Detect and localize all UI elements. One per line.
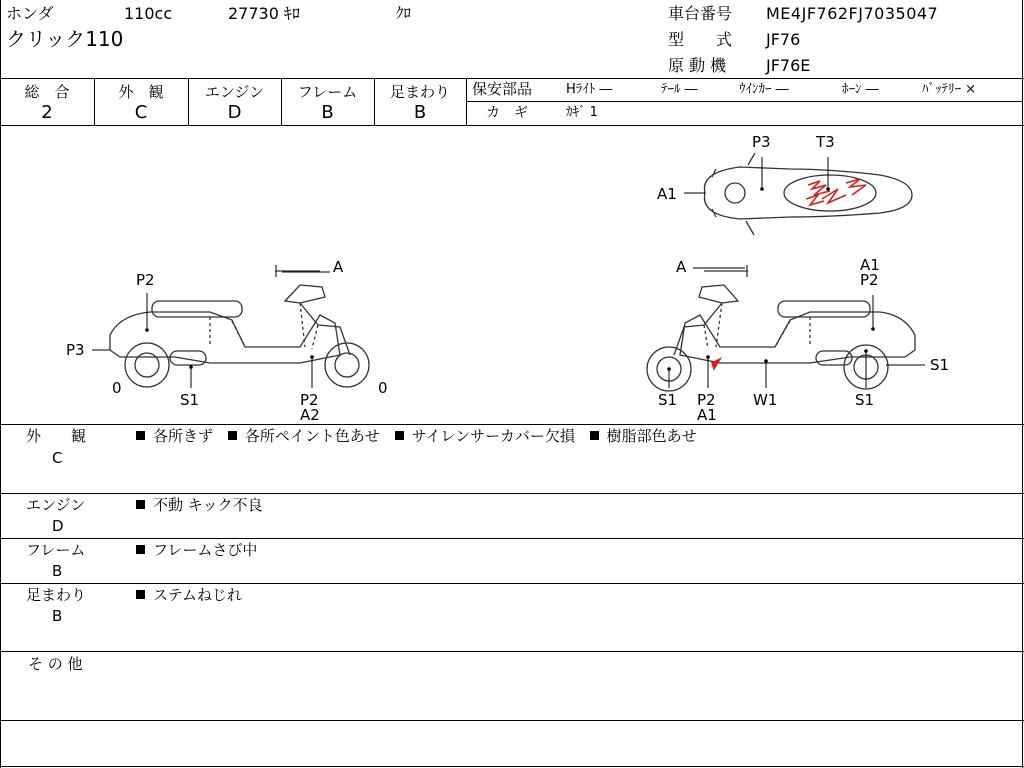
remark-label-other: そ の 他 xyxy=(28,655,83,673)
grade-value-suspension: B xyxy=(413,102,427,123)
remark-notes-suspension xyxy=(136,588,242,603)
divider xyxy=(0,78,1024,79)
label-left-a2: A2 xyxy=(300,406,320,424)
engine-code: JF76E xyxy=(766,56,811,75)
note: ステムねじれ xyxy=(153,586,242,604)
grade-label-frame: フレーム xyxy=(297,83,358,101)
note: 各所きず xyxy=(153,427,214,445)
note: 各所ペイント色あせ xyxy=(244,427,380,445)
leader-dots xyxy=(145,187,875,371)
remark-notes-engine xyxy=(136,498,262,513)
remark-grade-frame: B xyxy=(52,562,63,580)
note: サイレンサーカバー欠損 xyxy=(411,427,575,445)
divider xyxy=(0,651,1024,652)
bullet-icon xyxy=(136,431,145,440)
grade-label-exterior: 外 観 xyxy=(118,83,164,101)
label-right-a: A xyxy=(676,258,687,276)
label-right-p2-bottom: P2 xyxy=(697,391,716,409)
bullet-icon xyxy=(590,431,599,440)
maker: ホンダ xyxy=(6,4,54,23)
model-name: クリック110 xyxy=(6,27,124,51)
remark-label-exterior: 外 観 xyxy=(26,427,87,445)
color: ｸﾛ xyxy=(396,4,412,22)
safety-item-tail: ﾃｰﾙ ― xyxy=(661,82,698,97)
remark-label-engine: エンジン xyxy=(26,496,86,514)
remark-label-frame: フレーム xyxy=(26,541,86,559)
divider xyxy=(0,538,1024,539)
mileage: 27730 ｷﾛ xyxy=(228,4,300,23)
safety-item-horn: ﾎｰﾝ ― xyxy=(842,82,879,97)
label-right-a1-bottom: A1 xyxy=(697,406,717,424)
remark-notes-frame xyxy=(136,543,257,558)
divider xyxy=(0,720,1024,721)
remark-grade-suspension: B xyxy=(52,607,63,625)
label-left-p2-bottom: P2 xyxy=(300,391,319,409)
grade-value-exterior: C xyxy=(134,102,148,123)
label-right-p2-top: P2 xyxy=(860,271,879,289)
label-top-p3: P3 xyxy=(752,133,771,151)
damage-marks xyxy=(712,179,866,369)
divider xyxy=(0,493,1024,494)
grade-value-overall: 2 xyxy=(41,102,53,123)
divider xyxy=(466,101,1022,102)
grade-label-engine: エンジン xyxy=(204,83,265,101)
bullet-icon xyxy=(395,431,404,440)
note: 樹脂部色あせ xyxy=(606,427,697,445)
safety-item-winker: ｳｲﾝｶｰ ― xyxy=(739,82,789,97)
bullet-icon xyxy=(228,431,237,440)
label-left-p3: P3 xyxy=(66,341,85,359)
model-code-label: 型 式 xyxy=(668,30,733,49)
key-value: ｶｷﾞ 1 xyxy=(566,105,598,120)
divider xyxy=(0,766,1024,767)
grade-label-suspension: 足まわり xyxy=(389,83,450,101)
label-right-s1-front: S1 xyxy=(658,391,678,409)
leader-lines xyxy=(92,157,925,388)
label-left-s1: S1 xyxy=(180,391,200,409)
model-code: JF76 xyxy=(766,30,801,49)
label-right-s1-rear: S1 xyxy=(855,391,875,409)
engine-label: 原 動 機 xyxy=(668,56,727,75)
label-left-zero-rear: 0 xyxy=(378,379,388,397)
label-right-w1: W1 xyxy=(753,391,778,409)
safety-item-headlight: Hﾗｲﾄ ― xyxy=(566,82,613,97)
displacement: 110cc xyxy=(124,4,173,23)
frame-no-label: 車台番号 xyxy=(668,4,733,23)
key-label: カ ギ xyxy=(486,105,528,121)
scooter-top-view xyxy=(704,153,912,235)
remark-notes-exterior xyxy=(136,429,697,444)
damage-diagram xyxy=(0,125,1024,425)
label-left-zero-front: 0 xyxy=(112,379,122,397)
safety-label: 保安部品 xyxy=(472,80,533,98)
label-top-t3: T3 xyxy=(816,133,835,151)
frame-no: ME4JF762FJ7035047 xyxy=(766,4,939,23)
label-left-p2-seat: P2 xyxy=(136,271,155,289)
label-right-a1-top: A1 xyxy=(860,256,880,274)
bullet-icon xyxy=(136,500,145,509)
grade-value-engine: D xyxy=(227,102,242,123)
safety-item-battery: ﾊﾞｯﾃﾘｰ × xyxy=(922,82,977,97)
bullet-icon xyxy=(136,590,145,599)
label-left-a: A xyxy=(333,258,344,276)
grade-value-frame: B xyxy=(321,102,334,123)
label-right-s1-side: S1 xyxy=(930,356,950,374)
remark-label-suspension: 足まわり xyxy=(26,586,87,604)
label-top-a1: A1 xyxy=(657,185,677,203)
note: フレームさび中 xyxy=(153,541,258,559)
remark-grade-engine: D xyxy=(52,517,64,535)
remark-grade-exterior: C xyxy=(52,449,63,467)
bullet-icon xyxy=(136,545,145,554)
grade-label-overall: 総 合 xyxy=(24,83,70,101)
note: 不動 キック不良 xyxy=(153,496,263,514)
divider xyxy=(0,583,1024,584)
